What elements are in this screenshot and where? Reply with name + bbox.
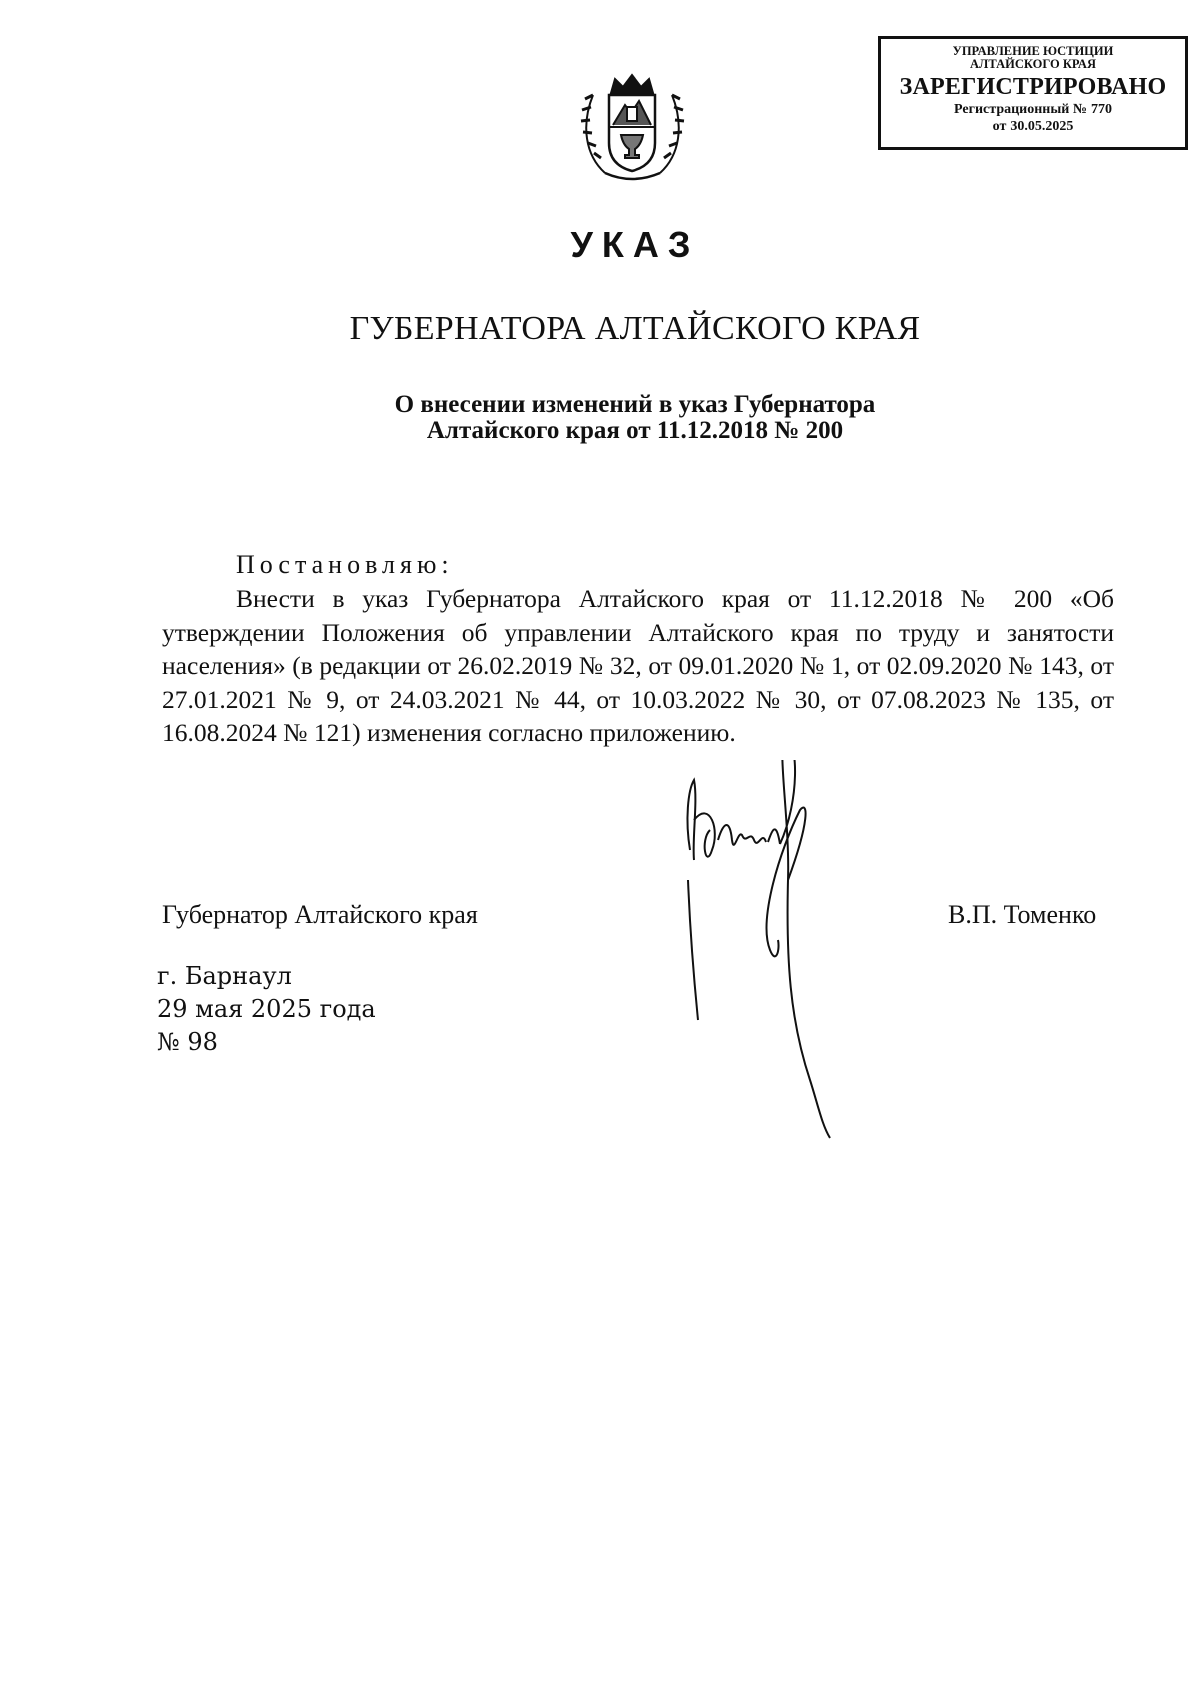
document-subtitle: ГУБЕРНАТОРА АЛТАЙСКОГО КРАЯ bbox=[349, 310, 921, 347]
document-title: УКАЗ bbox=[570, 224, 700, 265]
signer-name: В.П. Томенко bbox=[948, 900, 1097, 929]
stamp-date: 30.05.2025 bbox=[1010, 119, 1074, 134]
stamp-reg-label: Регистрационный № bbox=[954, 102, 1087, 117]
stamp-org-line2: АЛТАЙСКОГО КРАЯ bbox=[970, 57, 1096, 71]
decree-word: Постановляю: bbox=[236, 550, 454, 579]
document-body: Внести в указ Губернатора Алтайского края от 11.12.2018 № 200 «Об утверждении Положения об управлении Алтайского края по труду и занятости населения» (в редакции от 26.02.2019 № 32, от 09.01.2020 № 1, от 02.09.2020 № 143, от 27.01.2021 № 9, от 24.03.2021 № 44, от 10.03.2022 № 30, от 07.08.2023 № 135, от 16.08.2024 № 121) изменения согласно приложению. bbox=[162, 584, 1114, 747]
footer-date: 29 мая 2025 года bbox=[157, 995, 376, 1023]
handwritten-signature-icon bbox=[680, 760, 920, 1180]
signer-title: Губернатор Алтайского края bbox=[162, 900, 478, 929]
footer-number: № 98 bbox=[157, 1028, 218, 1056]
document-heading bbox=[0, 392, 1200, 444]
heading-line1: О внесении изменений в указ Губернатора bbox=[394, 391, 876, 418]
footer-city: г. Барнаул bbox=[157, 962, 292, 990]
stamp-registration-line bbox=[881, 101, 1185, 118]
stamp-date-label: от bbox=[992, 119, 1007, 134]
stamp-status: ЗАРЕГИСТРИРОВАНО bbox=[899, 74, 1167, 100]
heading-line2: Алтайского края от 11.12.2018 № 200 bbox=[426, 417, 844, 444]
coat-of-arms-icon bbox=[575, 65, 690, 185]
stamp-reg-number: 770 bbox=[1090, 102, 1112, 117]
registration-stamp bbox=[878, 36, 1188, 150]
stamp-org-line1: УПРАВЛЕНИЕ ЮСТИЦИИ bbox=[952, 44, 1114, 58]
stamp-date-line bbox=[881, 118, 1185, 135]
